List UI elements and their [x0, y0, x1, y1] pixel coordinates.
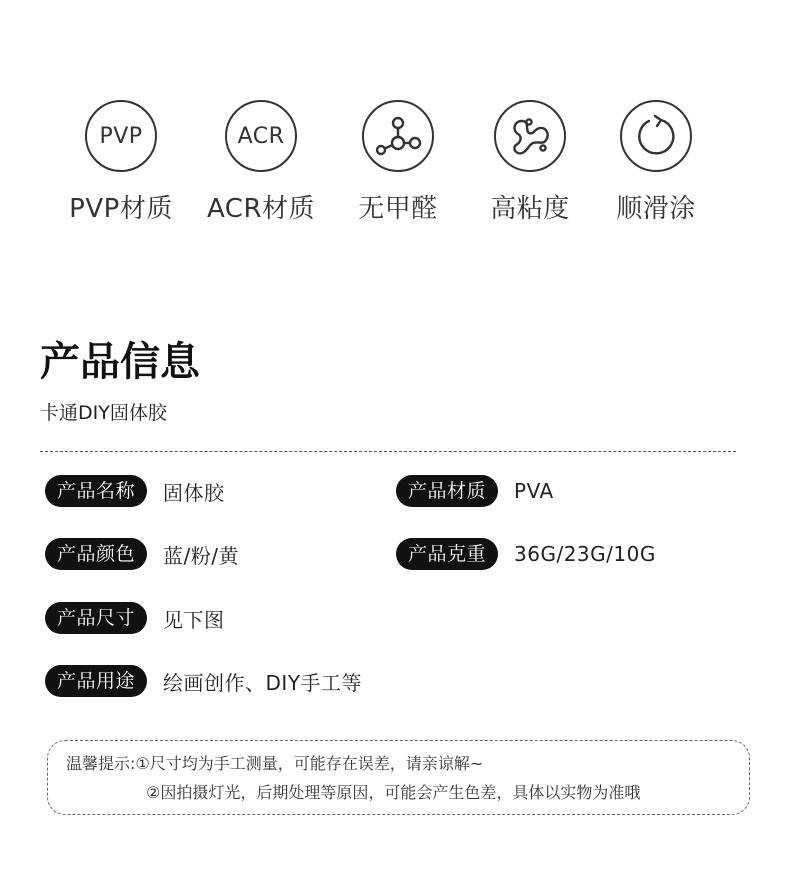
feature-label: ACR材质 [206, 194, 316, 224]
molecule-icon [362, 100, 434, 172]
feature-formaldehyde-free [323, 100, 473, 225]
section-title: 产品信息 [40, 338, 200, 385]
feature-acr [186, 100, 336, 225]
info-value: 见下图 [163, 607, 225, 632]
feature-label: 顺滑涂 [616, 194, 696, 224]
info-row-color [45, 538, 239, 570]
info-value: 绘画创作、DIY手工等 [163, 670, 363, 695]
circular-arrow-icon [620, 100, 692, 172]
acr-icon [225, 100, 297, 172]
feature-pvp [46, 100, 196, 225]
info-row-usage [45, 665, 362, 697]
info-label-pill: 产品名称 [45, 475, 147, 507]
acr-icon-text: ACR [237, 123, 285, 149]
info-value: 36G/23G/10G [514, 542, 656, 566]
info-label-pill: 产品颜色 [45, 538, 147, 570]
notice-box [47, 740, 750, 815]
feature-smooth-apply [581, 100, 731, 225]
info-label-pill: 产品材质 [396, 475, 498, 507]
notice-line-1: 温馨提示:①尺寸均为手工测量，可能存在误差，请亲谅解~ [66, 754, 484, 773]
features-row [0, 0, 790, 240]
feature-label: 无甲醛 [358, 194, 438, 224]
info-value: PVA [514, 479, 554, 503]
feature-label: 高粘度 [490, 194, 570, 224]
info-label-pill: 产品克重 [396, 538, 498, 570]
pvp-icon-text: PVP [99, 123, 143, 149]
info-value: 蓝/粉/黄 [163, 543, 239, 568]
info-value: 固体胶 [163, 480, 225, 505]
info-row-name [45, 475, 225, 507]
info-row-material [396, 475, 554, 507]
info-label-pill: 产品用途 [45, 665, 147, 697]
dashed-divider [40, 451, 736, 452]
section-subtitle: 卡通DIY固体胶 [40, 402, 167, 424]
feature-label: PVP材质 [69, 194, 173, 224]
info-label-pill: 产品尺寸 [45, 602, 147, 634]
notice-line-2: ②因拍摄灯光，后期处理等原因，可能会产生色差，具体以实物为准哦 [146, 783, 641, 802]
sticky-chain-icon [494, 100, 566, 172]
pvp-icon [85, 100, 157, 172]
info-row-weight [396, 538, 656, 570]
info-row-size [45, 602, 225, 634]
